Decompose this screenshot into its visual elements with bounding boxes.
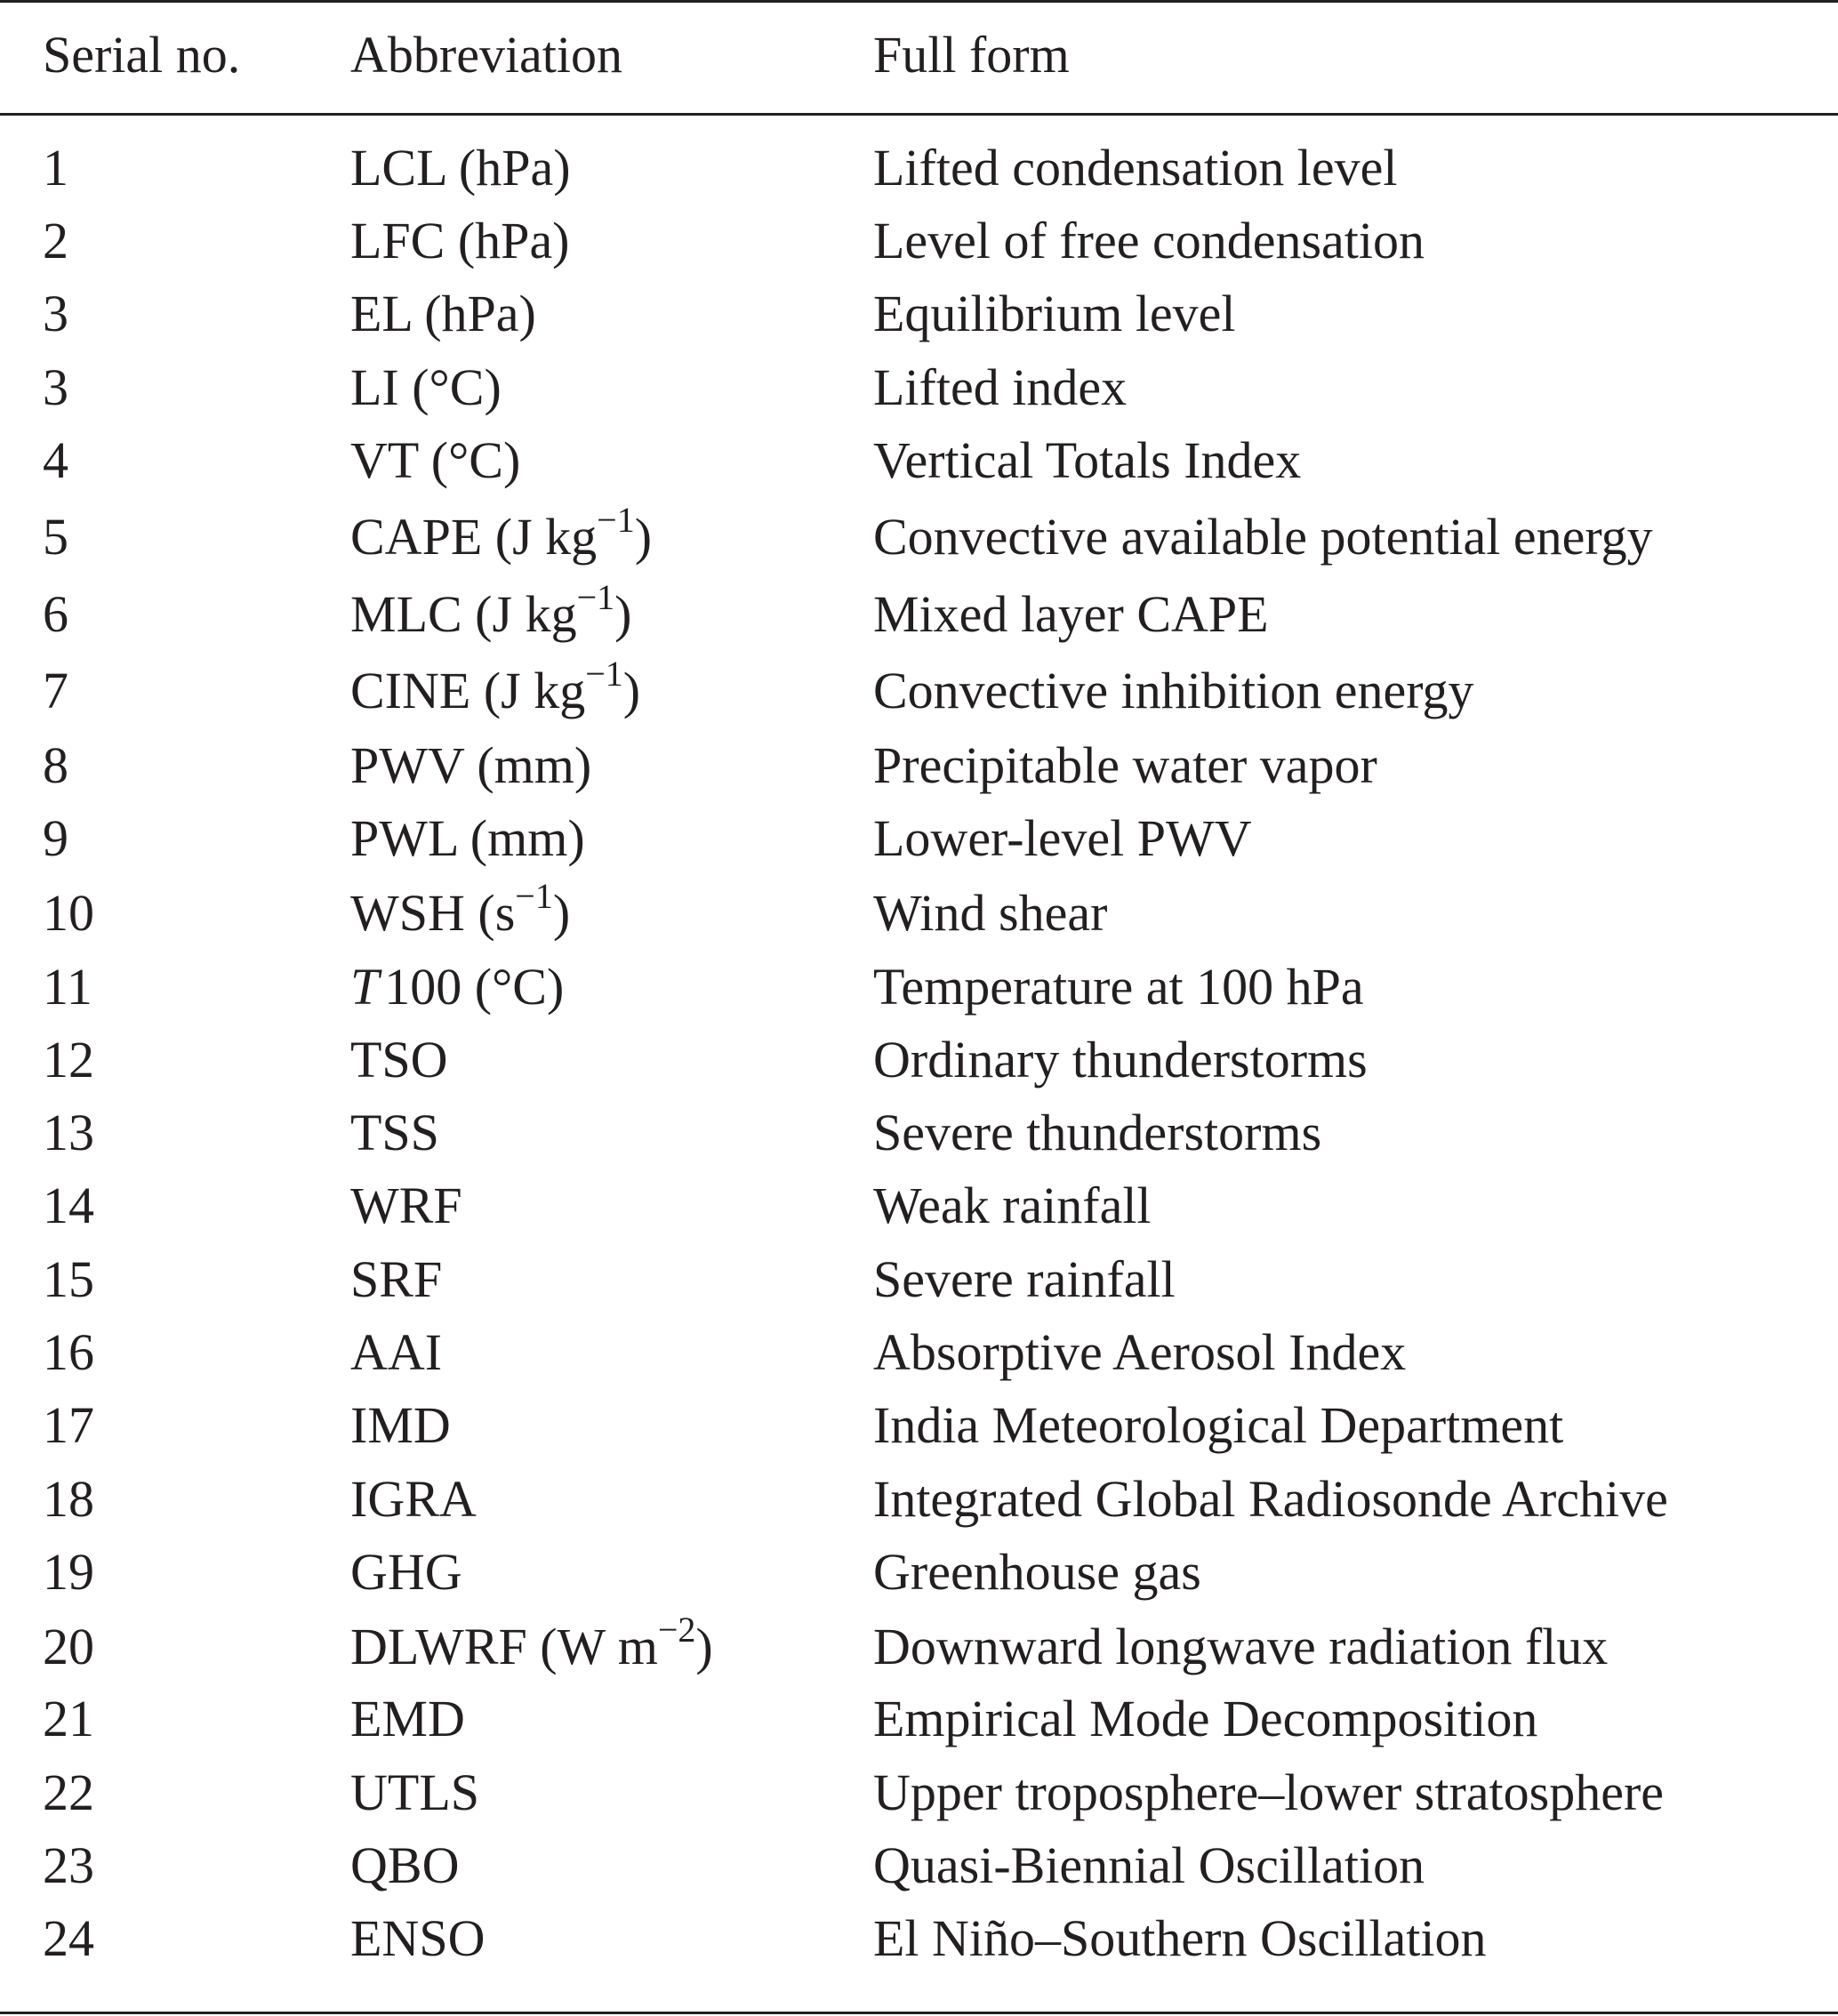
serial-cell: 5: [43, 508, 68, 566]
header-abbreviation: Abbreviation: [350, 26, 623, 84]
serial-cell: 3: [43, 285, 68, 342]
serial-cell: 7: [43, 662, 68, 719]
full-form-cell: Greenhouse gas: [873, 1543, 1201, 1601]
table-row: [0, 1169, 1838, 1242]
full-form-cell: Precipitable water vapor: [873, 736, 1377, 794]
abbreviation-cell: LCL (hPa): [350, 139, 571, 197]
abbreviation-cell: LI (°C): [350, 358, 502, 416]
abbreviation-cell: LFC (hPa): [350, 212, 570, 269]
table-header-row: [0, 19, 1838, 92]
abbreviation-cell: [350, 578, 631, 651]
abbreviation-cell: WRF: [350, 1177, 462, 1234]
abbreviation-text: MLC (J kg: [350, 585, 577, 643]
full-form-cell: Severe thunderstorms: [873, 1104, 1322, 1161]
abbreviation-cell: AAI: [350, 1323, 443, 1381]
table-row: [0, 1096, 1838, 1169]
abbreviation-cell: UTLS: [350, 1763, 479, 1821]
abbreviation-text: DLWRF (W m: [350, 1618, 658, 1675]
unit-exponent: −1: [597, 500, 635, 541]
top-rule: [0, 0, 1838, 3]
table-row: [0, 578, 1838, 651]
full-form-cell: Weak rainfall: [873, 1177, 1152, 1234]
serial-cell: 16: [43, 1323, 94, 1381]
unit-exponent: −1: [585, 654, 623, 695]
closing-paren: ): [614, 585, 632, 643]
full-form-cell: Quasi-Biennial Oscillation: [873, 1836, 1425, 1894]
serial-cell: 14: [43, 1177, 94, 1234]
full-form-cell: Lower-level PWV: [873, 809, 1252, 867]
abbreviation-cell: PWL (mm): [350, 809, 585, 867]
serial-cell: 1: [43, 139, 68, 197]
abbreviation-cell: EL (hPa): [350, 285, 536, 342]
serial-cell: 18: [43, 1470, 94, 1528]
serial-cell: 13: [43, 1104, 94, 1161]
table-row: [0, 1610, 1838, 1683]
table-row: [0, 729, 1838, 802]
closing-paren: ): [622, 662, 641, 719]
table-row: [0, 351, 1838, 424]
table-row: [0, 1756, 1838, 1829]
header-full-form: Full form: [873, 26, 1070, 84]
bottom-rule: [0, 2012, 1838, 2014]
serial-cell: 10: [43, 884, 94, 942]
full-form-cell: Lifted index: [873, 358, 1128, 416]
abbreviation-cell: PWV (mm): [350, 736, 592, 794]
abbreviation-text: WSH (s: [350, 884, 516, 942]
full-form-cell: Equilibrium level: [873, 285, 1236, 342]
serial-cell: 20: [43, 1618, 94, 1675]
serial-cell: 4: [43, 431, 68, 489]
table-row: [0, 1024, 1838, 1096]
table-row: [0, 655, 1838, 727]
full-form-cell: Wind shear: [873, 884, 1108, 942]
serial-cell: 23: [43, 1836, 94, 1894]
table-row: [0, 951, 1838, 1024]
abbreviation-cell: QBO: [350, 1836, 460, 1894]
full-form-cell: Convective available potential energy: [873, 508, 1653, 566]
serial-cell: 12: [43, 1031, 94, 1088]
full-form-cell: India Meteorological Department: [873, 1396, 1564, 1454]
variable-symbol: T: [350, 958, 380, 1016]
serial-cell: 8: [43, 736, 68, 794]
header-rule: [0, 113, 1838, 116]
serial-cell: 24: [43, 1909, 94, 1967]
table-row: [0, 1829, 1838, 1902]
full-form-cell: Lifted condensation level: [873, 139, 1398, 197]
unit-exponent: −1: [576, 577, 615, 618]
full-form-cell: Convective inhibition energy: [873, 662, 1474, 719]
full-form-cell: Absorptive Aerosol Index: [873, 1323, 1407, 1381]
abbreviation-cell: GHG: [350, 1543, 462, 1601]
table-row: [0, 1389, 1838, 1462]
serial-cell: 22: [43, 1763, 94, 1821]
abbreviation-cell: TSS: [350, 1104, 439, 1161]
table-row: [0, 205, 1838, 277]
table-row: [0, 501, 1838, 574]
serial-cell: 17: [43, 1396, 94, 1454]
abbreviation-cell: [350, 1610, 713, 1683]
abbreviation-cell: SRF: [350, 1250, 443, 1308]
abbreviation-text: CAPE (J kg: [350, 508, 598, 566]
abbreviation-cell: IMD: [350, 1396, 451, 1454]
table-row: [0, 1316, 1838, 1389]
table-row: [0, 424, 1838, 497]
serial-cell: 9: [43, 809, 68, 867]
header-serial: Serial no.: [43, 26, 241, 84]
table-row: [0, 1683, 1838, 1755]
closing-paren: ): [552, 884, 571, 942]
abbreviation-cell: TSO: [350, 1031, 448, 1088]
serial-cell: 21: [43, 1690, 94, 1747]
table-row: [0, 132, 1838, 205]
full-form-cell: Vertical Totals Index: [873, 431, 1302, 489]
abbreviation-cell: IGRA: [350, 1470, 477, 1528]
abbreviation-cell: ENSO: [350, 1909, 486, 1967]
table-row: [0, 1243, 1838, 1316]
full-form-cell: Upper troposphere–lower stratosphere: [873, 1763, 1665, 1821]
abbreviation-text: CINE (J kg: [350, 662, 586, 719]
serial-cell: 15: [43, 1250, 94, 1308]
serial-cell: 2: [43, 212, 68, 269]
table-row: [0, 802, 1838, 875]
full-form-cell: Integrated Global Radiosonde Archive: [873, 1470, 1668, 1528]
full-form-cell: Temperature at 100 hPa: [873, 958, 1364, 1016]
table-row: [0, 877, 1838, 950]
table-row: [0, 1536, 1838, 1609]
table-row: [0, 1902, 1838, 1975]
full-form-cell: El Niño–Southern Oscillation: [873, 1909, 1487, 1967]
full-form-cell: Mixed layer CAPE: [873, 585, 1269, 643]
unit-exponent: −1: [515, 876, 553, 917]
abbreviation-cell: [350, 877, 570, 950]
abbreviation-cell: VT (°C): [350, 431, 521, 489]
abbreviation-cell: EMD: [350, 1690, 465, 1747]
serial-cell: 11: [43, 958, 92, 1016]
full-form-cell: Downward longwave radiation flux: [873, 1618, 1609, 1675]
table-row: [0, 1463, 1838, 1536]
abbreviation-cell: [350, 951, 564, 1024]
full-form-cell: Level of free condensation: [873, 212, 1425, 269]
closing-paren: ): [695, 1618, 713, 1675]
table-row: [0, 277, 1838, 350]
serial-cell: 19: [43, 1543, 94, 1601]
full-form-cell: Severe rainfall: [873, 1250, 1176, 1308]
unit-exponent: −2: [657, 1610, 696, 1651]
abbreviation-cell: [350, 655, 640, 727]
full-form-cell: Ordinary thunderstorms: [873, 1031, 1368, 1088]
closing-paren: ): [634, 508, 653, 566]
full-form-cell: Empirical Mode Decomposition: [873, 1690, 1538, 1747]
serial-cell: 6: [43, 585, 68, 643]
abbreviation-cell: [350, 501, 652, 574]
abbreviation-text: 100 (°C): [384, 958, 565, 1016]
serial-cell: 3: [43, 358, 68, 416]
